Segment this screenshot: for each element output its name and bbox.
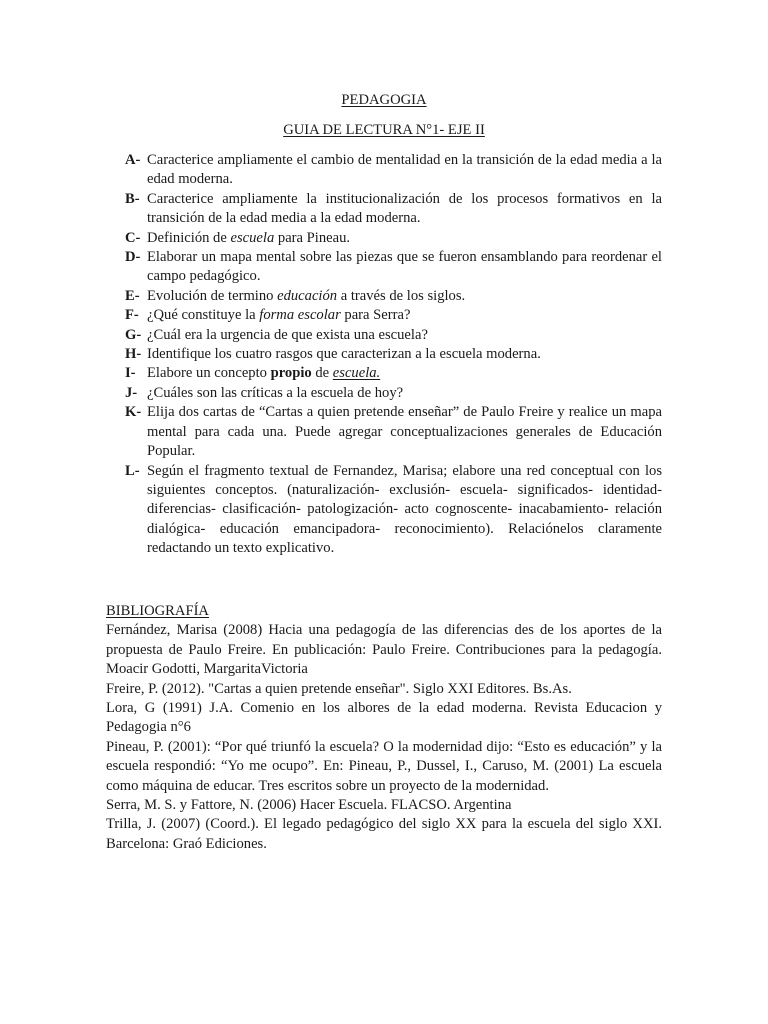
bibliography-reference: Fernández, Marisa (2008) Hacia una pedagogía de las diferencias des de los aportes de la propuesta de Paulo Freire. En publicación: Paulo Freire. Contribuciones para la pedagogía. Moacir Godotti, MargaritaVictoria	[106, 622, 662, 678]
text-segment: Elabore un concepto	[147, 365, 271, 382]
question-letter: B-	[125, 190, 140, 207]
document-subtitle: GUIA DE LECTURA N°1- EJE II	[283, 122, 485, 138]
text-segment: a través de los siglos.	[337, 287, 466, 304]
bibliography-reference: Pineau, P. (2001): “Por qué triunfó la escuela? O la modernidad dijo: “Esto es educación” y la escuela respondió: “Yo me ocupo”. En: Pineau, P., Dussel, I., Caruso, M. (2001) La escuela como máquina de educar. Tres escritos sobre un proyecto de la modernidad.	[106, 738, 662, 794]
question-item-i	[125, 364, 662, 383]
question-letter: J-	[125, 384, 138, 401]
text-segment: de	[311, 365, 333, 382]
question-letter: A-	[125, 152, 141, 168]
question-text: Caracterice ampliamente el cambio de mentalidad en la transición de la edad media a la edad moderna.	[147, 152, 662, 188]
question-letter: I-	[125, 365, 136, 382]
italic-underlined-term: escuela.	[332, 365, 381, 382]
text-segment: ¿Qué constituye la	[147, 307, 260, 324]
text-segment: para Pineau.	[274, 229, 351, 246]
question-letter: H-	[125, 346, 142, 363]
question-item-e	[125, 287, 662, 306]
question-item-f	[125, 306, 662, 325]
question-letter: L-	[125, 462, 140, 479]
question-item-h	[125, 345, 662, 364]
question-item-d	[125, 248, 662, 287]
question-text	[147, 365, 380, 381]
question-item-c	[125, 229, 662, 248]
question-letter: E-	[125, 287, 140, 304]
italic-term: forma escolar	[259, 307, 341, 324]
question-item-a	[125, 151, 662, 190]
question-text: Según el fragmento textual de Fernandez, Marisa; elabore una red conceptual con los siguientes conceptos. (naturalización- exclusión- escuela- significados- identidad- diferencias- clasificación- patologización- acto cognoscente- inacabamiento- relación dialógica- educación emancipadora- reconocimiento). Relaciónelos claramente redactando un texto explicativo.	[147, 462, 662, 557]
question-text: ¿Cuál era la urgencia de que exista una escuela?	[147, 326, 428, 343]
italic-term: educación	[277, 287, 338, 304]
question-text: Elija dos cartas de “Cartas a quien pretende enseñar” de Paulo Freire y realice un mapa mental para cada una. Puede agregar conceptualizaciones generales de Educación Popular.	[147, 404, 662, 460]
text-segment: para Serra?	[340, 307, 411, 324]
document-title: PEDAGOGIA	[341, 92, 427, 108]
question-text	[147, 230, 350, 246]
question-text	[147, 307, 410, 323]
question-letter: C-	[125, 229, 141, 246]
text-segment: Definición de	[147, 229, 231, 246]
question-text: Elaborar un mapa mental sobre las piezas que se fueron ensamblando para reordenar el campo pedagógico.	[147, 249, 662, 285]
bibliography-reference: Freire, P. (2012). "Cartas a quien pretende enseñar". Siglo XXI Editores. Bs.As.	[106, 680, 572, 697]
question-list	[125, 151, 662, 559]
bibliography-section	[106, 602, 662, 854]
text-segment: Evolución de termino	[147, 287, 278, 304]
question-letter: G-	[125, 326, 142, 343]
bibliography-reference: Trilla, J. (2007) (Coord.). El legado pedagógico del siglo XX para la escuela del siglo XXI. Barcelona: Graó Ediciones.	[106, 816, 662, 852]
question-text: Caracterice ampliamente la institucionalización de los procesos formativos en la transición de la edad media a la edad moderna.	[147, 190, 662, 227]
question-item-k	[125, 403, 662, 461]
question-text	[147, 288, 465, 304]
question-letter: F-	[125, 307, 139, 324]
question-text: ¿Cuáles son las críticas a la escuela de hoy?	[147, 384, 404, 401]
question-letter: K-	[125, 404, 142, 421]
bibliography-heading: BIBLIOGRAFÍA	[106, 603, 209, 619]
question-text: Identifique los cuatro rasgos que caracterizan a la escuela moderna.	[147, 346, 541, 363]
bibliography-reference: Serra, M. S. y Fattore, N. (2006) Hacer Escuela. FLACSO. Argentina	[106, 797, 512, 814]
question-item-j	[125, 384, 662, 403]
question-letter: D-	[125, 249, 141, 266]
question-item-g	[125, 326, 662, 345]
question-item-b	[125, 190, 662, 229]
italic-term: escuela	[230, 229, 275, 246]
question-item-l	[125, 462, 662, 559]
bibliography-reference: Lora, G (1991) J.A. Comenio en los albores de la edad moderna. Revista Educacion y Pedagogia n°6	[106, 700, 662, 736]
bold-term: propio	[270, 365, 312, 382]
